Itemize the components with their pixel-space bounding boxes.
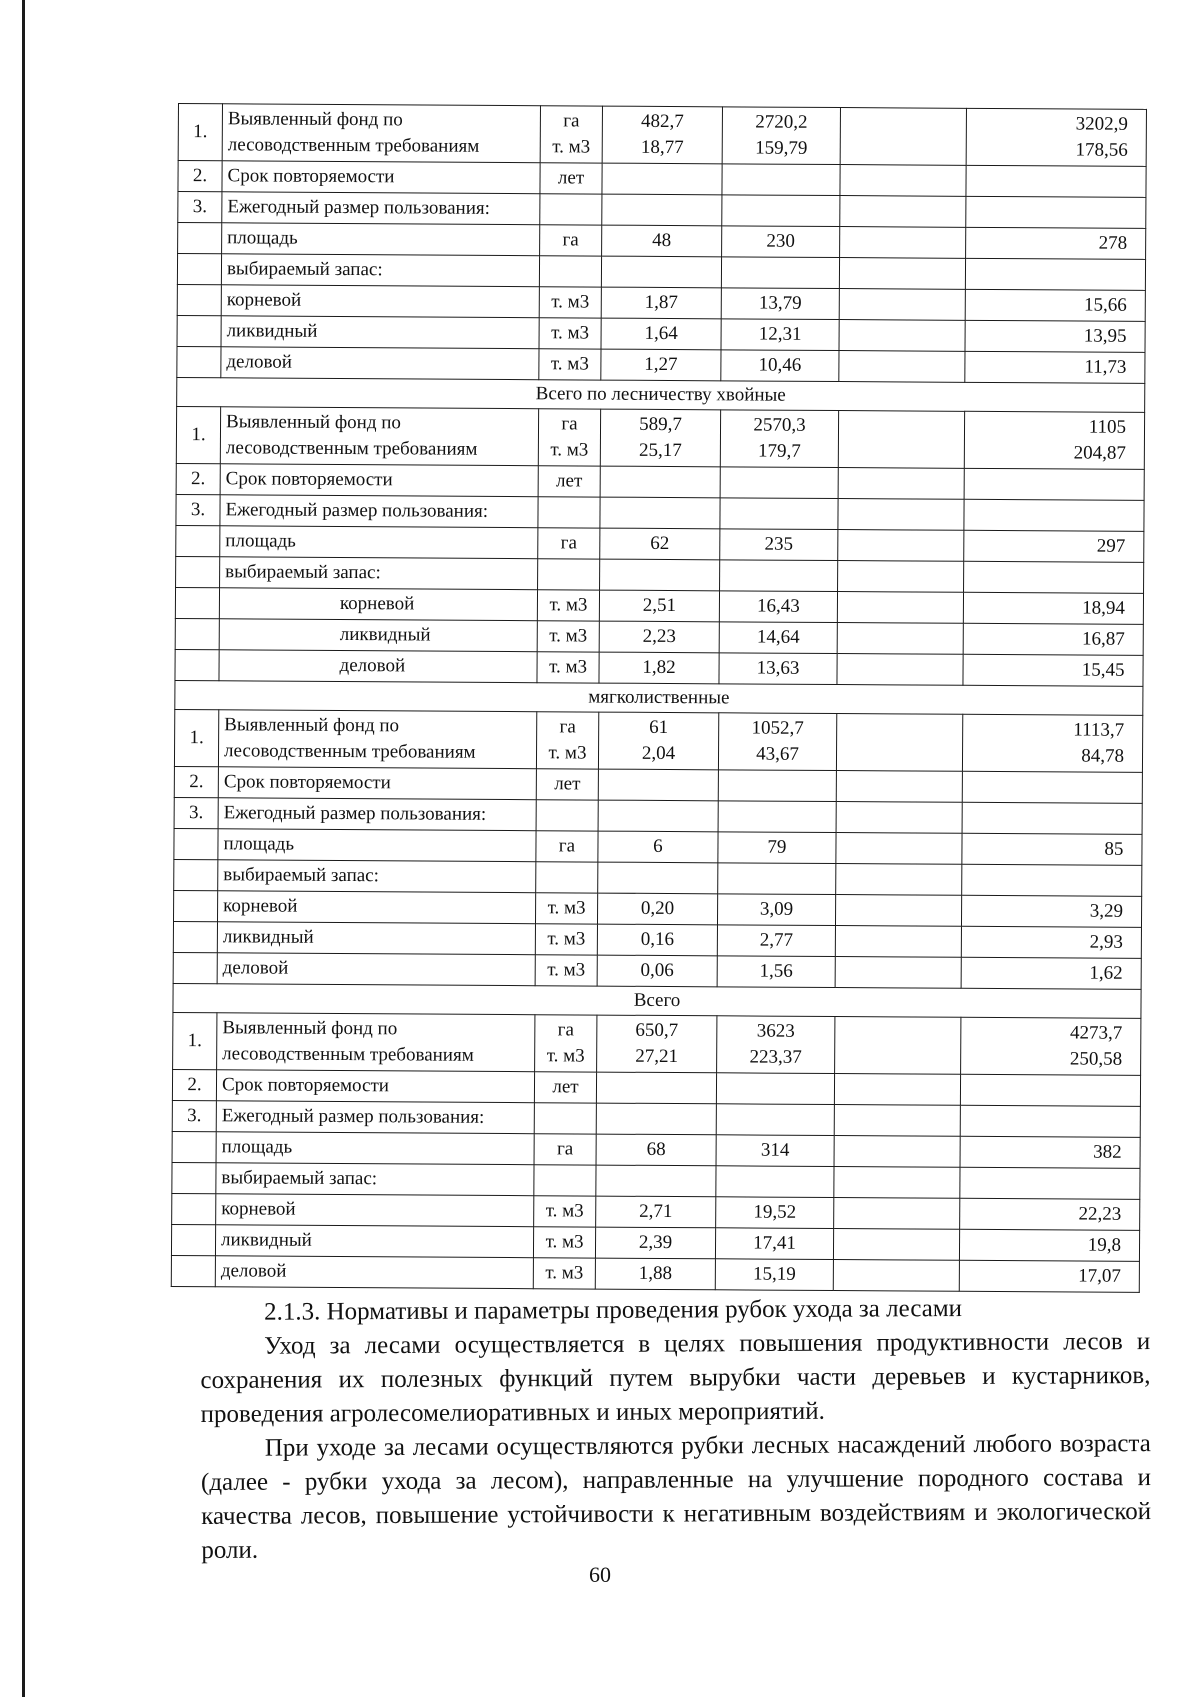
- table-row: 3. Ежегодный размер пользования:: [172, 1100, 1140, 1137]
- table-row: 2. Срок повторяемости лет: [172, 1069, 1140, 1106]
- section-title: мягколиственные: [175, 680, 1143, 715]
- table-container: [171, 103, 1146, 1293]
- table-row: площадь га 68 314 382: [172, 1131, 1140, 1168]
- table-row: 3. Ежегодный размер пользования:: [178, 192, 1146, 229]
- table-row: 1. Выявленный фонд по лесоводственным требованиям га т. м3 650,7 27,21 3623 223,37 4273,7 250,58: [173, 1012, 1141, 1075]
- section-heading: 2.1.3. Нормативы и параметры проведения рубок ухода за лесами: [264, 1295, 963, 1326]
- table-row: 2. Срок повторяемости лет: [178, 161, 1146, 198]
- table-row: 3. Ежегодный размер пользования:: [174, 797, 1142, 834]
- paragraph: Уход за лесами осуществляется в целях повышения продуктивности лесов и сохранения их полезных функций путем вырубки части деревьев и кустарников, проведения агролесомелиоративных и иных мероприятий.: [200, 1328, 1151, 1428]
- table-row: 1. Выявленный фонд по лесоводственным требованиям га т. м3 61 2,04 1052,7 43,67 1113,7 84,78: [174, 709, 1142, 772]
- body-text: [200, 1291, 1151, 1568]
- table-row: выбираемый запас:: [177, 254, 1145, 291]
- table-row: выбираемый запас:: [176, 556, 1144, 593]
- page-number: 60: [589, 1562, 611, 1587]
- table-row: корневой т. м3 2,71 19,52 22,23: [172, 1193, 1140, 1230]
- table-row: деловой т. м3 0,06 1,56 1,62: [173, 952, 1141, 989]
- forest-use-table: [171, 103, 1147, 1293]
- table-row: площадь га 62 235 297: [176, 525, 1144, 562]
- section-title: Всего: [173, 983, 1141, 1018]
- table-row: площадь га 6 79 85: [174, 828, 1142, 865]
- table-row: 2. Срок повторяемости лет: [174, 766, 1142, 803]
- table-row: площадь га 48 230 278: [178, 223, 1146, 260]
- table-row: деловой т. м3 1,88 15,19 17,07: [171, 1255, 1139, 1292]
- table-row: ликвидный т. м3 1,64 12,31 13,95: [177, 315, 1145, 352]
- table-row: ликвидный т. м3 0,16 2,77 2,93: [173, 921, 1141, 958]
- table-row: ликвидный т. м3 2,23 14,64 16,87: [175, 618, 1143, 655]
- table-row: 2. Срок повторяемости лет: [176, 463, 1144, 500]
- table-row: корневой т. м3 2,51 16,43 18,94: [175, 587, 1143, 624]
- table-row: 3. Ежегодный размер пользования:: [176, 494, 1144, 531]
- table-row: выбираемый запас:: [172, 1162, 1140, 1199]
- table-row: 1. Выявленный фонд по лесоводственным требованиям га т. м3 482,7 18,77 2720,2 159,79 3202,9 178,56: [178, 104, 1146, 167]
- table-row: деловой т. м3 1,27 10,46 11,73: [177, 346, 1145, 383]
- table-row: корневой т. м3 0,20 3,09 3,29: [174, 890, 1142, 927]
- table-row: корневой т. м3 1,87 13,79 15,66: [177, 284, 1145, 321]
- table-row: ликвидный т. м3 2,39 17,41 19,8: [171, 1224, 1139, 1261]
- paragraph: При уходе за лесами осуществляются рубки лесных насаждений любого возраста (далее - рубки ухода за лесом), направленные на улучшение породного состава и качества лесов, повышение устойчивости к негативным воздействиям и экологической роли.: [200, 1430, 1152, 1564]
- table-row: 1. Выявленный фонд по лесоводственным требованиям га т. м3 589,7 25,17 2570,3 179,7 1105 204,87: [176, 406, 1144, 469]
- table-row: деловой т. м3 1,82 13,63 15,45: [175, 649, 1143, 686]
- table-row: выбираемый запас:: [174, 859, 1142, 896]
- section-title: Всего по лесничеству хвойные: [177, 377, 1145, 412]
- binding-edge-line: [22, 0, 25, 1697]
